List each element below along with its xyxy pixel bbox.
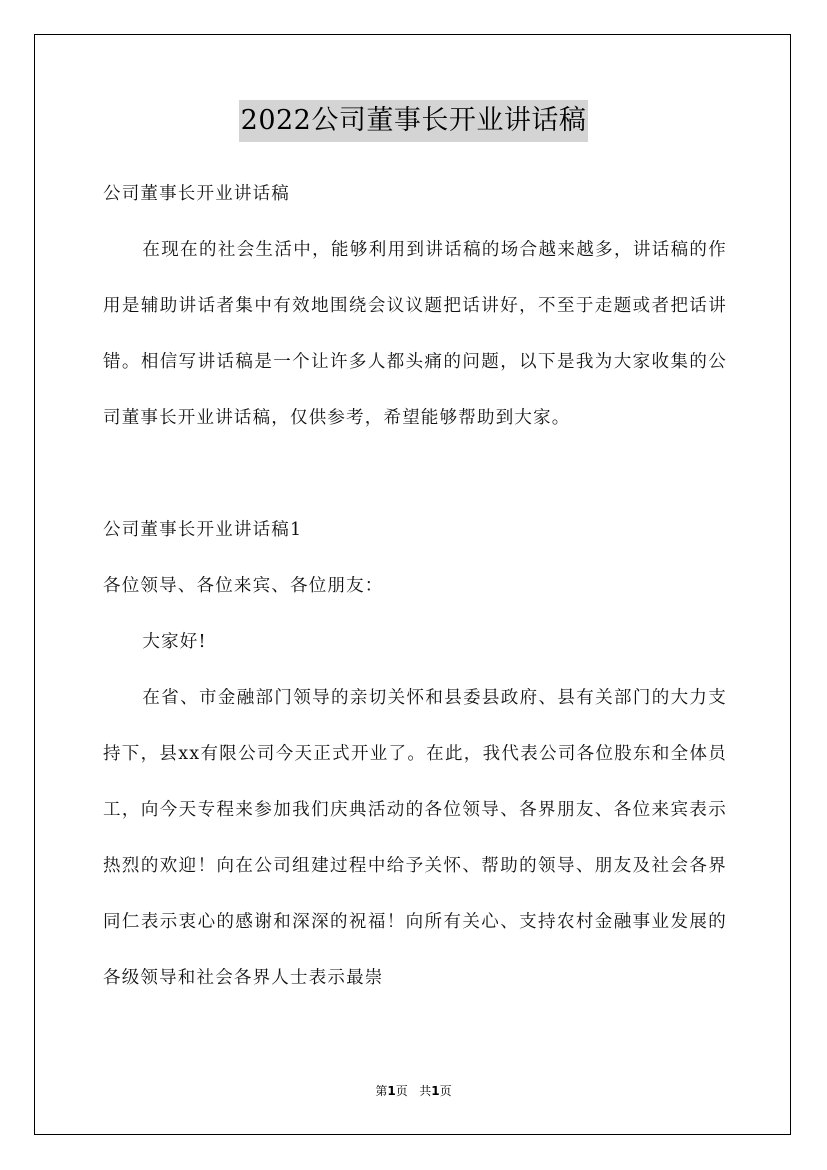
document-body: [103, 166, 727, 1006]
total-pages: 1: [431, 1084, 440, 1098]
document-title: 2022公司董事长开业讲话稿: [239, 100, 589, 142]
page-number: 1: [387, 1084, 396, 1098]
total-suffix: 页: [439, 1084, 452, 1098]
title-wrapper: [0, 100, 827, 142]
paragraph-gap: [103, 446, 727, 502]
total-prefix: 共: [419, 1084, 432, 1098]
section-heading: 公司董事长开业讲话稿1: [103, 520, 303, 540]
salutation: 各位领导、各位来宾、各位朋友：: [103, 576, 384, 596]
greeting: 大家好!: [142, 632, 207, 652]
page-footer: [0, 1083, 827, 1099]
intro-paragraph: 在现在的社会生活中，能够利用到讲话稿的场合越来越多，讲话稿的作用是辅助讲话者集中有效地围绕会议议题把话讲好，不至于走题或者把话讲错。相信写讲话稿是一个让许多人都头痛的问题，以下是我为大家收集的公司董事长开业讲话稿，仅供参考，希望能够帮助到大家。: [103, 240, 727, 428]
page-suffix: 页: [395, 1084, 408, 1098]
page-prefix: 第: [375, 1084, 388, 1098]
document-subtitle: 公司董事长开业讲话稿: [103, 184, 290, 204]
body-paragraph: 在省、市金融部门领导的亲切关怀和县委县政府、县有关部门的大力支持下，县xx有限公司今天正式开业了。在此，我代表公司各位股东和全体员工，向今天专程来参加我们庆典活动的各位领导、各界朋友、各位来宾表示热烈的欢迎！向在公司组建过程中给予关怀、帮助的领导、朋友及社会各界同仁表示衷心的感谢和深深的祝福！向所有关心、支持农村金融事业发展的各级领导和社会各界人士表示最崇: [103, 688, 727, 988]
